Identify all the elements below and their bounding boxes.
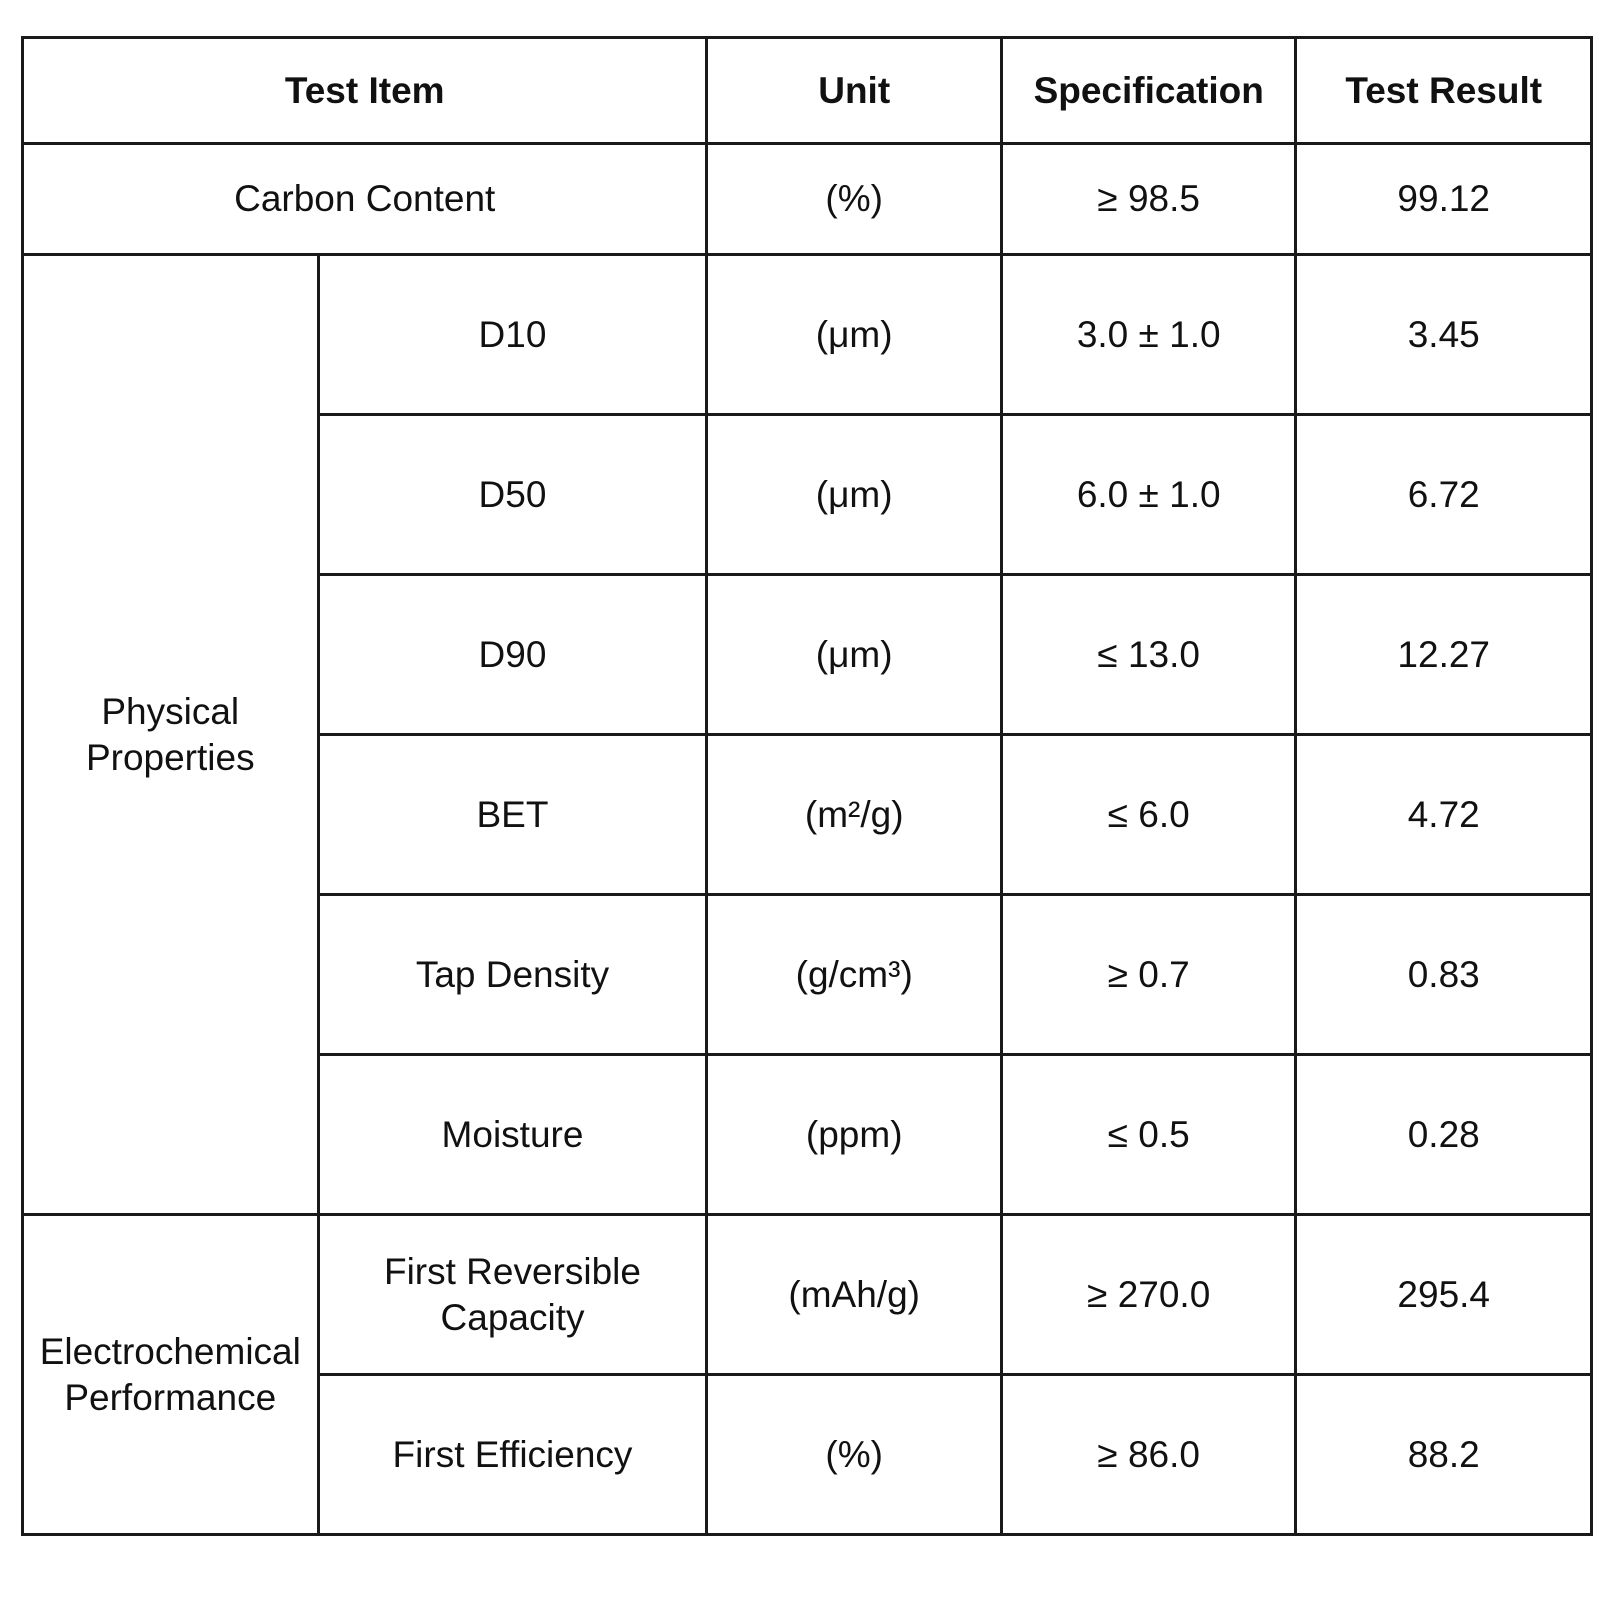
unit-cell: (μm) bbox=[707, 255, 1002, 415]
table-row bbox=[23, 255, 1592, 415]
unit-cell: (%) bbox=[707, 144, 1002, 255]
item-cell: Moisture bbox=[318, 1055, 707, 1215]
table-row bbox=[23, 1215, 1592, 1375]
spec-cell: ≥ 270.0 bbox=[1001, 1215, 1296, 1375]
unit-cell: (m²/g) bbox=[707, 735, 1002, 895]
result-cell: 4.72 bbox=[1296, 735, 1592, 895]
header-specification: Specification bbox=[1001, 38, 1296, 144]
specification-table bbox=[21, 36, 1593, 1536]
item-cell: D90 bbox=[318, 575, 707, 735]
unit-cell: (%) bbox=[707, 1375, 1002, 1535]
result-cell: 88.2 bbox=[1296, 1375, 1592, 1535]
item-cell: First Efficiency bbox=[318, 1375, 707, 1535]
unit-cell: (μm) bbox=[707, 415, 1002, 575]
spec-cell: 6.0 ± 1.0 bbox=[1001, 415, 1296, 575]
unit-cell: (μm) bbox=[707, 575, 1002, 735]
item-cell: Tap Density bbox=[318, 895, 707, 1055]
header-unit: Unit bbox=[707, 38, 1002, 144]
spec-cell: ≤ 6.0 bbox=[1001, 735, 1296, 895]
spec-cell: ≥ 98.5 bbox=[1001, 144, 1296, 255]
result-cell: 6.72 bbox=[1296, 415, 1592, 575]
unit-cell: (ppm) bbox=[707, 1055, 1002, 1215]
header-test-item: Test Item bbox=[23, 38, 707, 144]
result-cell: 295.4 bbox=[1296, 1215, 1592, 1375]
group-electrochemical-performance: Electrochemical Performance bbox=[23, 1215, 319, 1535]
item-cell: D10 bbox=[318, 255, 707, 415]
spec-cell: ≥ 0.7 bbox=[1001, 895, 1296, 1055]
item-cell: D50 bbox=[318, 415, 707, 575]
unit-cell: (g/cm³) bbox=[707, 895, 1002, 1055]
item-cell: BET bbox=[318, 735, 707, 895]
item-cell: First Reversible Capacity bbox=[318, 1215, 707, 1375]
result-cell: 0.28 bbox=[1296, 1055, 1592, 1215]
spec-cell: ≥ 86.0 bbox=[1001, 1375, 1296, 1535]
spec-cell: ≤ 0.5 bbox=[1001, 1055, 1296, 1215]
spec-cell: 3.0 ± 1.0 bbox=[1001, 255, 1296, 415]
result-cell: 99.12 bbox=[1296, 144, 1592, 255]
result-cell: 0.83 bbox=[1296, 895, 1592, 1055]
table-row bbox=[23, 144, 1592, 255]
result-cell: 12.27 bbox=[1296, 575, 1592, 735]
spec-cell: ≤ 13.0 bbox=[1001, 575, 1296, 735]
header-row bbox=[23, 38, 1592, 144]
item-cell: Carbon Content bbox=[23, 144, 707, 255]
header-test-result: Test Result bbox=[1296, 38, 1592, 144]
result-cell: 3.45 bbox=[1296, 255, 1592, 415]
unit-cell: (mAh/g) bbox=[707, 1215, 1002, 1375]
group-physical-properties: Physical Properties bbox=[23, 255, 319, 1215]
